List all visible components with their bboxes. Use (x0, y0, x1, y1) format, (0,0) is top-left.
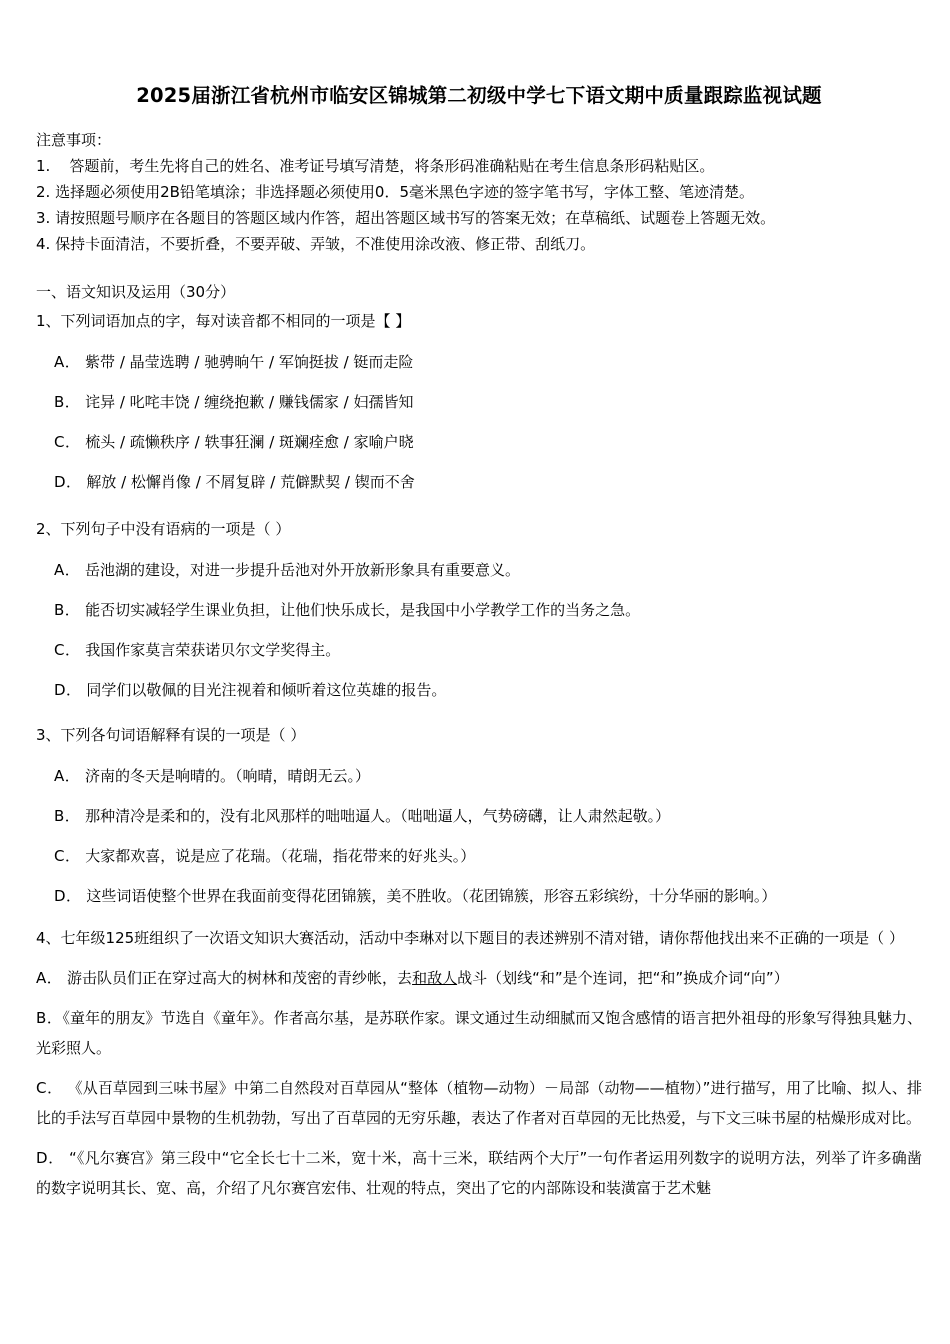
question-block-2 (36, 515, 922, 703)
option-text-before: 游击队员们正在穿过高大的树林和茂密的青纱帐，去 (67, 969, 413, 988)
notice-item-text: 选择题必须使用2B铅笔填涂；非选择题必须使用0．5毫米黑色字迹的签字笔书写，字体工整、笔迹清楚。 (55, 183, 755, 202)
option-text: 《童年的朋友》节选自《童年》。作者高尔基，是苏联作家。课文通过生动细腻而又饱含感情的语言把外祖母的形象写得独具魅力、光彩照人。 (36, 1009, 922, 1058)
notice-item-text: 保持卡面清洁，不要折叠，不要弄破、弄皱，不准使用涂改液、修正带、刮纸刀。 (55, 235, 596, 254)
option-item (36, 803, 922, 829)
option-label: C． (54, 433, 81, 452)
option-label: D． (36, 1149, 64, 1168)
option-label: B． (54, 807, 81, 826)
option-label: A． (54, 561, 81, 580)
question-stem (36, 923, 922, 953)
option-label: D． (54, 473, 82, 492)
option-label: D． (54, 887, 82, 906)
option-text: “《凡尔赛宫》第三段中“它全长七十二米，宽十米，高十三米，联结两个大厅”一句作者运用列数字的说明方法，列举了许多确凿的数字说明其长、宽、高，介绍了凡尔赛宫宏伟、壮观的特点，突出了它的内部陈设和装潢富于艺术魅 (36, 1149, 922, 1198)
question-block-1 (36, 307, 922, 495)
option-text: 诧异 / 叱咤丰饶 / 缠绕抱歉 / 赚钱儒家 / 妇孺皆知 (85, 393, 414, 412)
question-stem-text: 七年级125班组织了一次语文知识大赛活动，活动中李琳对以下题目的表述辨别不清对错，请你帮他找出来不正确的一项是（ ） (60, 929, 904, 948)
option-text: 大家都欢喜，说是应了花瑞。（花瑞，指花带来的好兆头。） (85, 847, 476, 866)
option-item (36, 469, 922, 495)
notice-item (36, 153, 922, 179)
notice-item-number: 1. (36, 157, 51, 176)
option-item (36, 677, 922, 703)
option-text: 同学们以敬佩的目光注视着和倾听着这位英雄的报告。 (86, 681, 447, 700)
option-text: 解放 / 松懈肖像 / 不屑复辟 / 荒僻默契 / 锲而不舍 (86, 473, 415, 492)
option-label: A． (54, 767, 81, 786)
notice-item-text: 答题前，考生先将自己的姓名、准考证号填写清楚，将条形码准确粘贴在考生信息条形码粘贴区。 (69, 157, 715, 176)
question-number: 2、 (36, 520, 61, 539)
page-title: 2025届浙江省杭州市临安区锦城第二初级中学七下语文期中质量跟踪监视试题 (136, 84, 822, 107)
question-stem-text: 下列各句词语解释有误的一项是（ ） (60, 726, 306, 745)
option-text: 紫带 / 晶莹选聘 / 驰骋晌午 / 军饷挺拔 / 铤而走险 (85, 353, 414, 372)
option-text: 岳池湖的建设，对进一步提升岳池对外开放新形象具有重要意义。 (85, 561, 521, 580)
question-number: 1、 (36, 312, 61, 331)
option-item (36, 557, 922, 583)
option-label: B． (54, 601, 81, 620)
option-item (36, 963, 922, 993)
option-text: 济南的冬天是响晴的。（响晴，晴朗无云。） (85, 767, 371, 786)
option-text-after: 战斗（划线“和”是个连词，把“和”换成介词“向”） (457, 969, 789, 988)
notice-item (36, 179, 922, 205)
option-text: 我国作家莫言荣获诺贝尔文学奖得主。 (85, 641, 341, 660)
option-item (36, 763, 922, 789)
option-text: 那种清冷是柔和的，没有北风那样的咄咄逼人。（咄咄逼人，气势磅礴，让人肃然起敬。） (85, 807, 671, 826)
option-item (36, 429, 922, 455)
question-stem (36, 721, 922, 749)
option-item (36, 1143, 922, 1203)
option-item (36, 637, 922, 663)
option-text: 这些词语使整个世界在我面前变得花团锦簇，美不胜收。（花团锦簇，形容五彩缤纷，十分华丽的影响。） (86, 887, 777, 906)
option-label: C． (54, 641, 81, 660)
question-block-4 (36, 923, 922, 1203)
option-label: A． (36, 969, 63, 988)
question-block-3 (36, 721, 922, 909)
option-item (36, 1003, 922, 1063)
question-stem (36, 515, 922, 543)
question-stem-text: 下列词语加点的字，每对读音都不相同的一项是【 】 (60, 312, 411, 331)
option-item (36, 843, 922, 869)
option-item (36, 389, 922, 415)
option-item (36, 883, 922, 909)
option-item (36, 349, 922, 375)
notice-heading: 注意事项： (36, 131, 112, 150)
question-number: 4、 (36, 929, 61, 948)
option-item (36, 597, 922, 623)
question-stem (36, 307, 922, 335)
option-label: B． (54, 393, 81, 412)
option-underlined-text: 和敌人 (412, 969, 458, 988)
option-item (36, 1073, 922, 1133)
question-number: 3、 (36, 726, 61, 745)
option-text: 梳头 / 疏懒秩序 / 轶事狂澜 / 斑斓痊愈 / 家喻户晓 (85, 433, 414, 452)
notice-item (36, 231, 922, 257)
option-label: B． (36, 1009, 63, 1028)
option-text: 《从百草园到三味书屋》中第二自然段对百草园从“整体（植物—动物）－局部（动物——植物）”进行描写，用了比喻、拟人、排比的手法写百草园中景物的生机勃勃，写出了百草园的无穷乐趣，表达了作者对百草园的无比热爱，与下文三味书屋的枯燥形成对比。 (36, 1079, 922, 1128)
notice-block (36, 128, 922, 257)
question-stem-text: 下列句子中没有语病的一项是（ ） (60, 520, 291, 539)
section-heading: 一、语文知识及运用（30分） (36, 283, 236, 302)
option-text: 能否切实减轻学生课业负担，让他们快乐成长，是我国中小学教学工作的当务之急。 (85, 601, 641, 620)
option-label: A． (54, 353, 81, 372)
notice-item-number: 4. (36, 235, 51, 254)
notice-item-number: 3. (36, 209, 51, 228)
notice-item (36, 205, 922, 231)
option-label: C． (36, 1079, 63, 1098)
notice-item-number: 2. (36, 183, 51, 202)
option-label: D． (54, 681, 82, 700)
option-label: C． (54, 847, 81, 866)
notice-item-text: 请按照题号顺序在各题目的答题区域内作答，超出答题区域书写的答案无效；在草稿纸、试题卷上答题无效。 (55, 209, 776, 228)
